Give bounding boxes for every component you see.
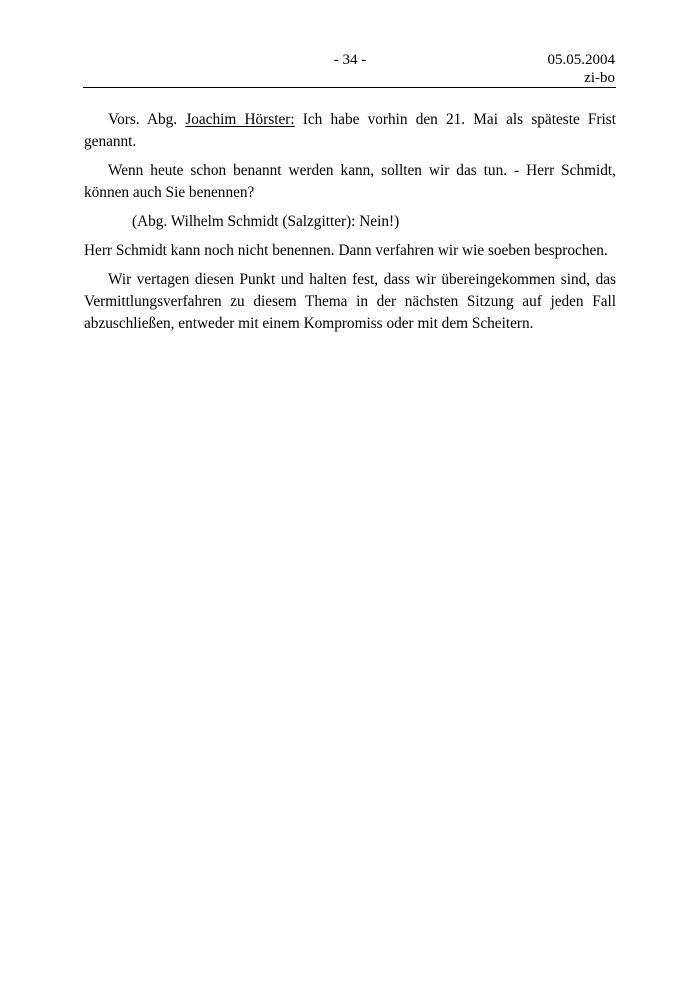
header-divider <box>83 87 616 88</box>
paragraph-speaker-statement <box>84 109 616 153</box>
interjection: (Abg. Wilhelm Schmidt (Salzgitter): Nein!) <box>132 213 400 230</box>
document-body <box>84 109 616 342</box>
paragraph-response: Herr Schmidt kann noch nicht benennen. Dann verfahren wir wie soeben besprochen. <box>84 242 608 259</box>
header-date: 05.05.2004 <box>547 52 615 68</box>
header-meta <box>548 51 616 87</box>
speaker-name: Joachim Hörster: <box>185 111 295 128</box>
speaker-statement-text: Ich habe vorhin den 21. Mai als späteste Frist genannt. <box>84 111 616 150</box>
header-code: zi-bo <box>584 70 615 86</box>
paragraph-question: Wenn heute schon benannt werden kann, sollten wir das tun. - Herr Schmidt, können auch Sie benennen? <box>84 162 616 201</box>
paragraph-conclusion: Wir vertagen diesen Punkt und halten fest, dass wir übereingekommen sind, das Vermittlungsverfahren zu diesem Thema in der nächsten Sitzung auf jeden Fall abzuschließen, entweder mit einem Kompromiss oder mit dem Scheitern. <box>84 271 616 332</box>
page-number: - 34 - <box>333 52 367 68</box>
speaker-prefix: Vors. Abg. <box>108 111 186 128</box>
